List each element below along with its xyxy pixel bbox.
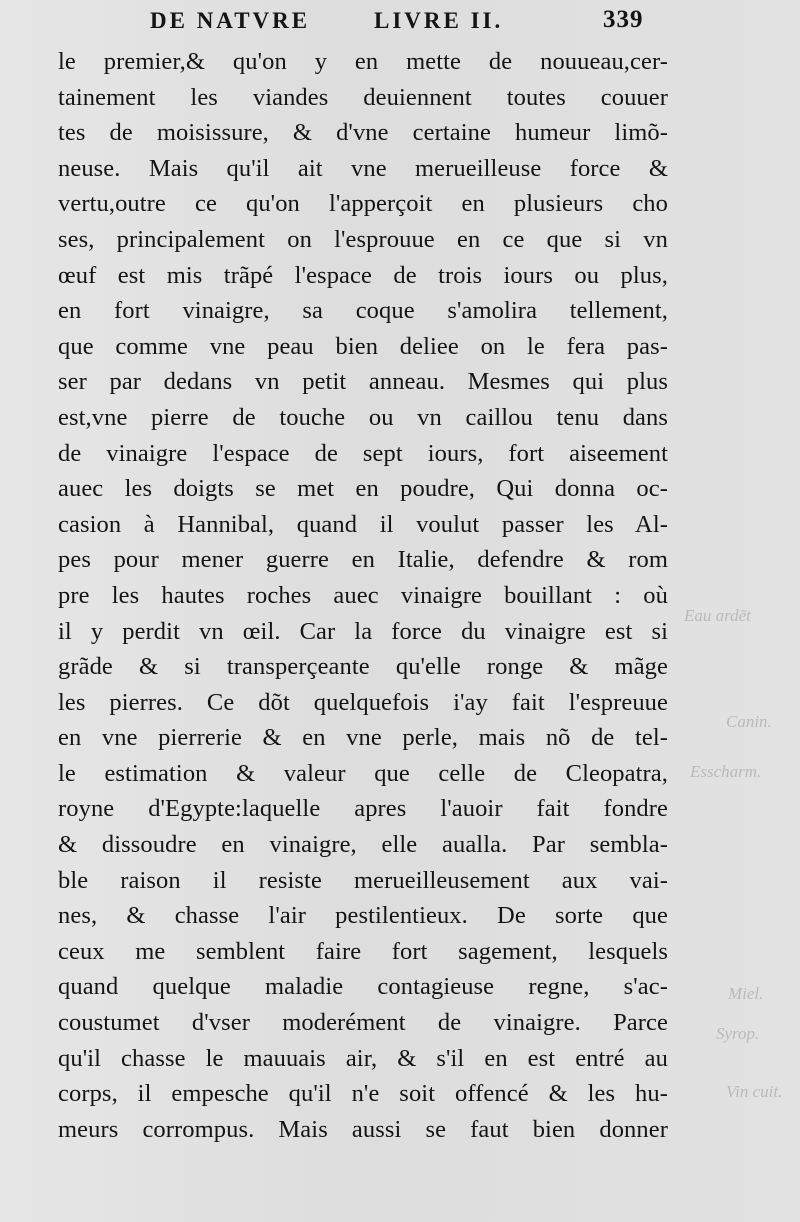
margin-note: Esscharm.: [690, 762, 762, 781]
text-line: de vinaigre l'espace de sept iours, fort aiseement: [58, 439, 668, 467]
text-line: nes, & chasse l'air pestilentieux. De sorte que: [58, 902, 668, 930]
text-line: pre les hautes roches auec vinaigre bouillant : où: [58, 581, 668, 609]
text-line: le estimation & valeur que celle de Cleopatra,: [58, 759, 668, 787]
text-line: quand quelque maladie contagieuse regne, s'ac-: [58, 973, 668, 1001]
text-line: royne d'Egypte:laquelle apres l'auoir fait fondre: [58, 795, 668, 823]
text-line: ses, principalement on l'esprouue en ce que si vn: [58, 225, 668, 253]
margin-note: Eau ardēt: [684, 606, 751, 625]
margin-note: Canin.: [726, 712, 772, 731]
text-line: ceux me semblent faire fort sagement, lesquels: [58, 937, 668, 965]
body-text: [58, 44, 668, 1147]
text-line: tainement les viandes deuiennent toutes couuer: [58, 83, 668, 111]
text-line: corps, il empesche qu'il n'e soit offencé & les hu-: [58, 1080, 668, 1108]
text-line: en vne pierrerie & en vne perle, mais nõ de tel-: [58, 724, 668, 752]
text-line: vertu,outre ce qu'on l'apperçoit en plusieurs cho: [58, 190, 668, 218]
margin-note: Miel.: [728, 984, 764, 1003]
text-line: est,vne pierre de touche ou vn caillou tenu dans: [58, 403, 668, 431]
text-line: les pierres. Ce dõt quelquefois i'ay fait l'espreuue: [58, 688, 668, 716]
text-line: qu'il chasse le mauuais air, & s'il en est entré au: [58, 1044, 668, 1072]
text-line: casion à Hannibal, quand il voulut passer les Al-: [58, 510, 668, 538]
text-line: tes de moisissure, & d'vne certaine humeur limõ-: [58, 119, 668, 147]
text-line: ser par dedans vn petit anneau. Mesmes qui plus: [58, 368, 668, 396]
text-line: ble raison il resiste merueilleusement aux vai-: [58, 866, 668, 894]
running-head-book: LIVRE II.: [374, 8, 504, 33]
running-head: [150, 6, 670, 38]
text-line: pes pour mener guerre en Italie, defendre & rom: [58, 546, 668, 574]
text-line: il y perdit vn œil. Car la force du vinaigre est si: [58, 617, 668, 645]
text-line: que comme vne peau bien deliee on le fera pas-: [58, 332, 668, 360]
margin-notes: [676, 0, 800, 1222]
text-line: le premier,& qu'on y en mette de nouueau,cer-: [58, 48, 668, 75]
text-line: grãde & si transperçeante qu'elle ronge & mãge: [58, 653, 668, 681]
text-line: œuf est mis trãpé l'espace de trois iours ou plus,: [58, 261, 668, 289]
text-line: meurs corrompus. Mais aussi se faut bien donner: [58, 1115, 668, 1143]
page-number: 339: [603, 6, 644, 33]
text-line: en fort vinaigre, sa coque s'amolira tellement,: [58, 297, 668, 325]
margin-note: Syrop.: [716, 1024, 760, 1043]
running-head-title: DE NATVRE: [150, 8, 311, 33]
text-line: & dissoudre en vinaigre, elle aualla. Par sembla-: [58, 831, 668, 859]
margin-note: Vin cuit.: [726, 1082, 783, 1101]
text-line: auec les doigts se met en poudre, Qui donna oc-: [58, 475, 668, 503]
text-line: neuse. Mais qu'il ait vne merueilleuse force &: [58, 154, 668, 182]
text-line: coustumet d'vser moderément de vinaigre. Parce: [58, 1009, 668, 1037]
